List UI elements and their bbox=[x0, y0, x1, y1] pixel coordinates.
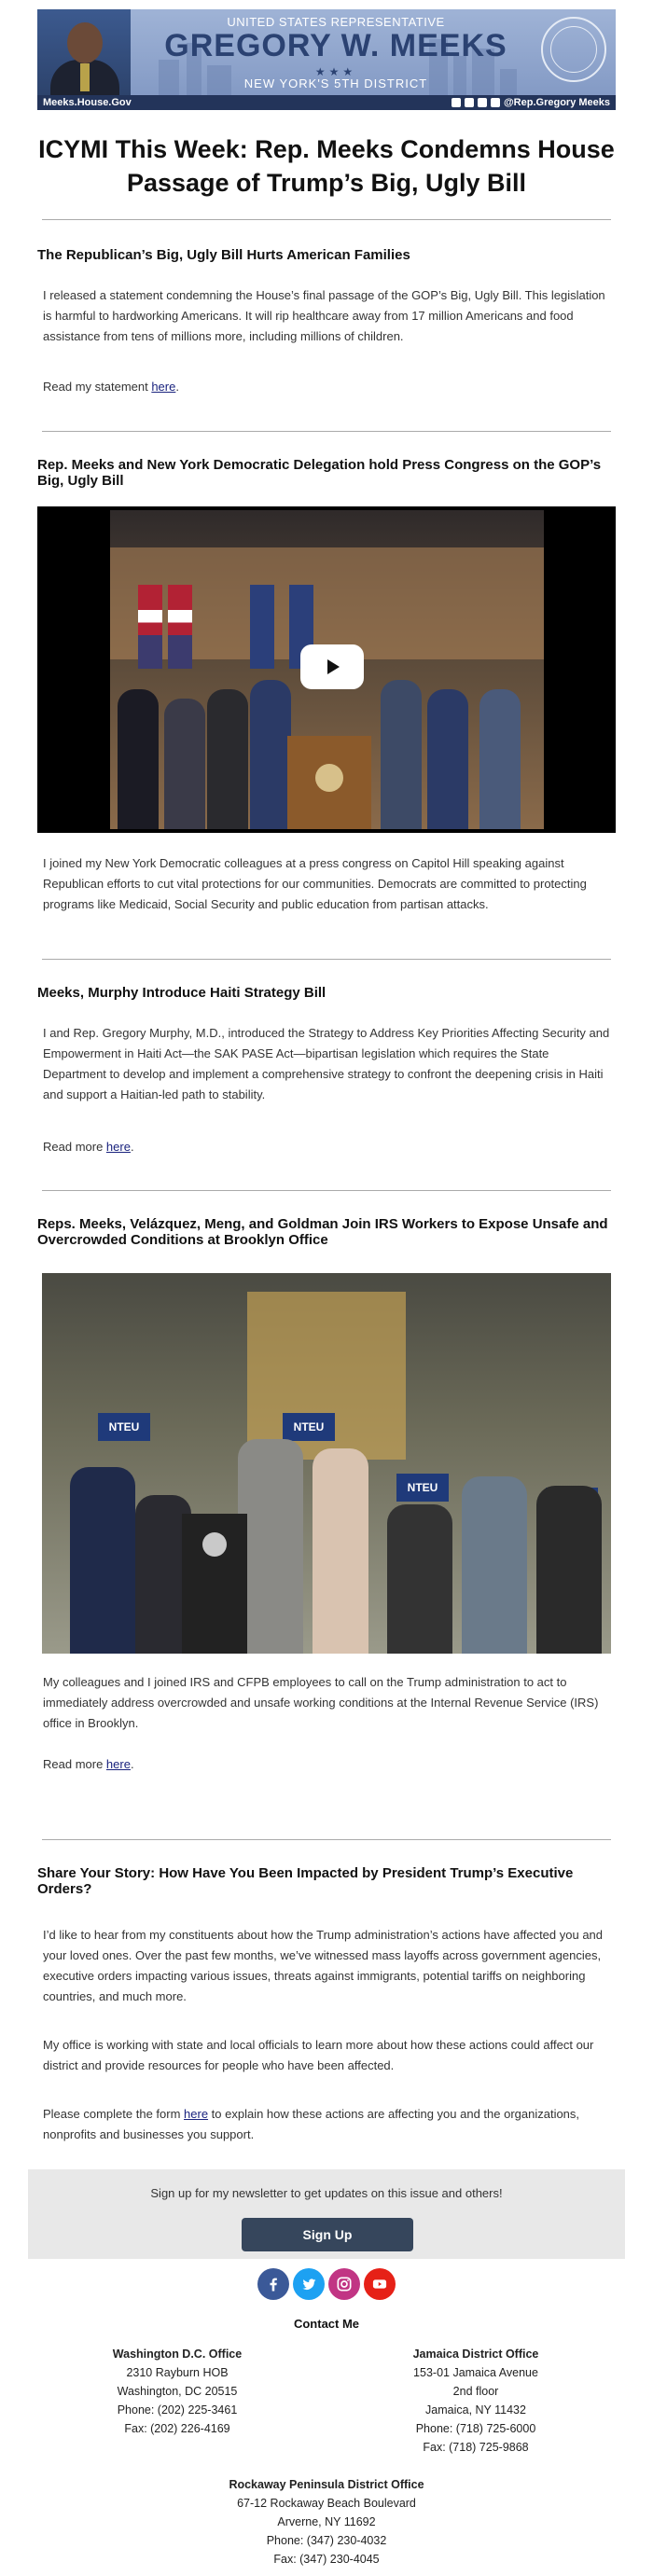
section-body: I and Rep. Gregory Murphy, M.D., introduced the Strategy to Address Key Priorities Affecting Security and Empowerment in Haiti Act—the SAK PASE Act—bipartisan legislation which requires the State Department to develop and implement a comprehensive strategy to confront the deepening crisis in Haiti and support a Haitian-led path to stability. bbox=[43, 1026, 610, 1101]
section-body: I’d like to hear from my constituents about how the Trump administration’s actions have affected you and your loved ones. Over the past few months, we’ve witnessed mass layoffs across government agencies, executive orders impacting various issues, threats against immigrants, potential tariffs on neighboring countries, and much more. bbox=[43, 1928, 604, 2003]
header-banner bbox=[37, 9, 616, 110]
press-event-photo bbox=[42, 1273, 611, 1654]
read-more-link[interactable]: here bbox=[105, 1757, 131, 1771]
protest-sign: NTEU bbox=[396, 1474, 449, 1502]
divider bbox=[42, 1190, 611, 1191]
statement-link[interactable]: here bbox=[151, 380, 176, 394]
social-handle: @Rep.Gregory Meeks bbox=[503, 97, 610, 108]
section-heading: Rep. Meeks and New York Democratic Delegation hold Press Congress on the GOP’s Big, Ugly Bill bbox=[37, 457, 602, 489]
section-heading: Reps. Meeks, Velázquez, Meng, and Goldman Join IRS Workers to Expose Unsafe and Overcrowded Conditions at Brooklyn Office bbox=[37, 1216, 608, 1248]
divider bbox=[42, 959, 611, 960]
divider bbox=[42, 219, 611, 220]
banner-name: GREGORY W. MEEKS bbox=[164, 28, 507, 63]
social-icons bbox=[0, 2268, 653, 2300]
video-player[interactable] bbox=[37, 506, 616, 833]
section-body: I joined my New York Democratic colleagues at a press congress on Capitol Hill speaking against Republican efforts to cut vital protections for our communities. Democrats are committed to protecting programs like Medicaid, Social Security and public education from partisan attacks. bbox=[43, 856, 587, 911]
twitter-mini-icon[interactable] bbox=[478, 98, 487, 107]
youtube-mini-icon[interactable] bbox=[491, 98, 500, 107]
read-more-line: Read more here. bbox=[43, 1140, 134, 1154]
instagram-mini-icon[interactable] bbox=[465, 98, 474, 107]
protest-sign: NTEU bbox=[283, 1413, 335, 1441]
read-more-line: Read more here. bbox=[43, 1757, 134, 1771]
facebook-mini-icon[interactable] bbox=[452, 98, 461, 107]
read-more-link[interactable]: here bbox=[105, 1140, 131, 1154]
section-body: My office is working with state and local officials to learn more about how these actions could affect our district and provide resources for people who have been affected. bbox=[43, 2038, 594, 2072]
facebook-icon[interactable] bbox=[257, 2268, 289, 2300]
youtube-icon[interactable] bbox=[364, 2268, 396, 2300]
podium bbox=[287, 736, 371, 829]
banner-stars: ★★★ bbox=[314, 65, 357, 78]
sign-up-button[interactable]: Sign Up bbox=[242, 2218, 413, 2251]
protest-sign: NTEU bbox=[98, 1413, 150, 1441]
play-icon bbox=[321, 656, 343, 678]
banner-footer-bar bbox=[37, 95, 616, 110]
lectern bbox=[182, 1514, 247, 1654]
read-more-line: Read my statement here. bbox=[43, 380, 179, 394]
divider bbox=[42, 431, 611, 432]
section-heading: The Republican’s Big, Ugly Bill Hurts American Families bbox=[37, 247, 410, 263]
office-jamaica: Jamaica District Office 153-01 Jamaica Avenue 2nd floor Jamaica, NY 11432 Phone: (718) 725-6000 Fax: (718) 725-9868 bbox=[412, 2347, 539, 2454]
play-button[interactable] bbox=[300, 644, 364, 689]
house-seal-icon bbox=[541, 17, 606, 82]
website-link[interactable]: Meeks.House.Gov bbox=[43, 97, 132, 108]
banner-social-group bbox=[452, 97, 610, 108]
section-body: Please complete the form here to explain how these actions are affecting you and the organizations, nonprofits and businesses you support. bbox=[43, 2107, 580, 2141]
twitter-icon[interactable] bbox=[293, 2268, 325, 2300]
banner-district: NEW YORK'S 5TH DISTRICT bbox=[243, 76, 428, 90]
instagram-icon[interactable] bbox=[328, 2268, 360, 2300]
office-dc: Washington D.C. Office 2310 Rayburn HOB Washington, DC 20515 Phone: (202) 225-3461 Fax: (202) 226-4169 bbox=[112, 2347, 243, 2435]
divider bbox=[42, 1839, 611, 1840]
banner-subtitle: UNITED STATES REPRESENTATIVE bbox=[227, 15, 445, 29]
office-rockaway: Rockaway Peninsula District Office 67-12 Rockaway Beach Boulevard Arverne, NY 11692 Phone: (347) 230-4032 Fax: (347) 230-4045 bbox=[229, 2478, 424, 2566]
form-link[interactable]: here bbox=[184, 2107, 209, 2121]
newsletter-text: Sign up for my newsletter to get updates on this issue and others! bbox=[150, 2186, 503, 2200]
section-heading: Share Your Story: How Have You Been Impacted by President Trump’s Executive Orders? bbox=[37, 1865, 574, 1897]
section-body: I released a statement condemning the House’s final passage of the GOP’s Big, Ugly Bill. This legislation is harmful to hardworking Americans. It will rip healthcare away from 17 million Americans and food assistance from tens of millions more, including millions of children. bbox=[43, 288, 605, 343]
contact-heading: Contact Me bbox=[293, 2317, 360, 2331]
page-title: ICYMI This Week: Rep. Meeks Condemns House Passage of Trump’s Big, Ugly Bill bbox=[38, 135, 615, 197]
newsletter-signup bbox=[28, 2169, 625, 2259]
section-body: My colleagues and I joined IRS and CFPB employees to call on the Trump administration to act to immediately address overcrowded and unsafe working conditions at the Internal Revenue Service (IRS) office in Brooklyn. bbox=[43, 1675, 599, 1730]
section-heading: Meeks, Murphy Introduce Haiti Strategy Bill bbox=[37, 985, 326, 1001]
